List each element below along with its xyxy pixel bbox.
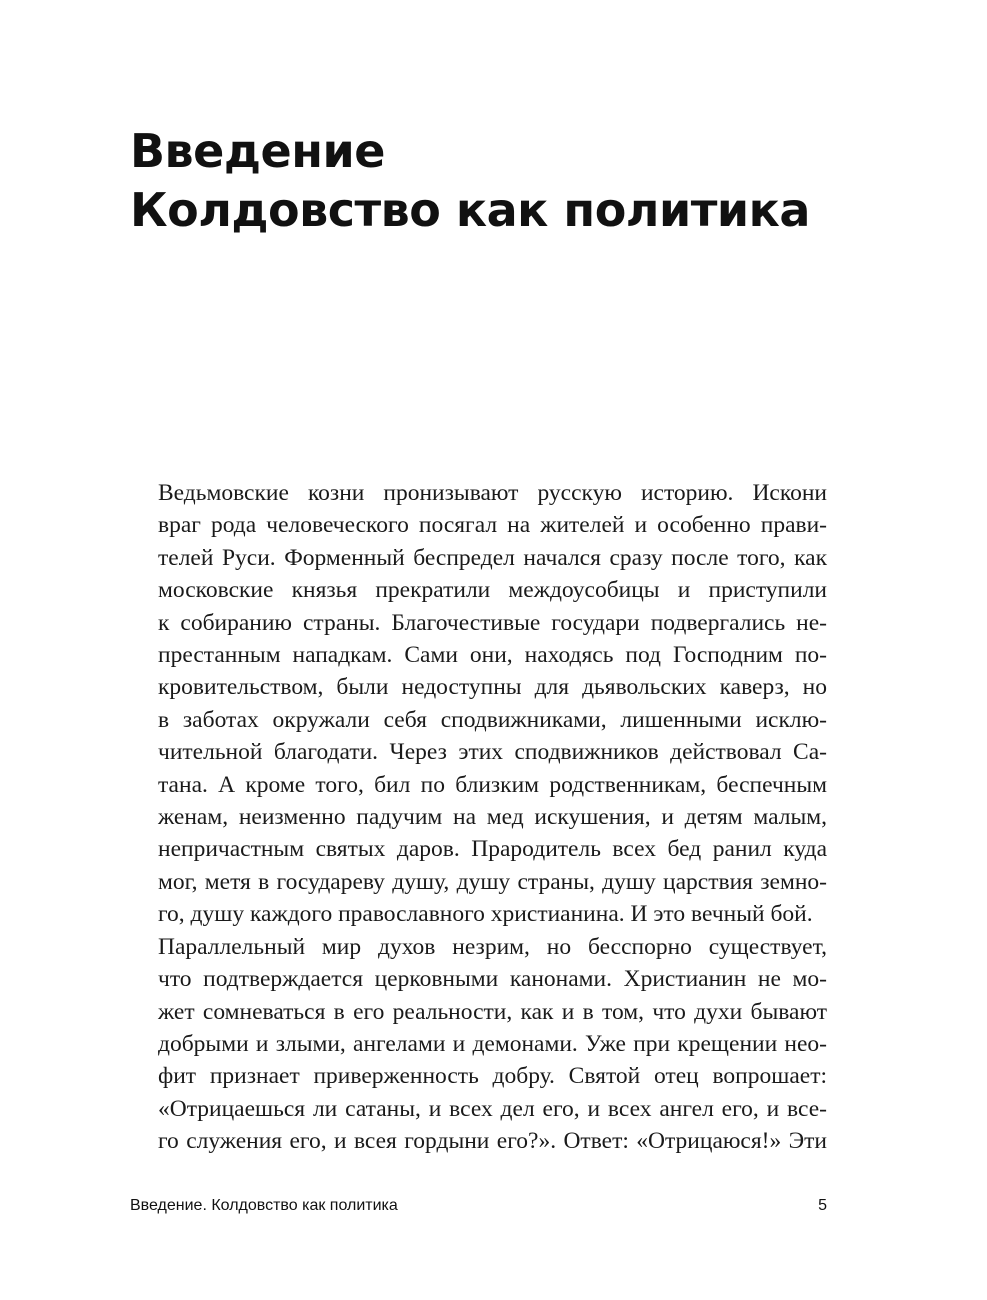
text-line: престанным нападкам. Сами они, находясь под Господним по-	[158, 642, 827, 669]
text-line: фит признает приверженность добру. Святой отец вопрошает:	[158, 1063, 827, 1090]
body-text	[130, 477, 827, 1158]
text-line: го служения его, и всея гордыни его?». Ответ: «Отрицаюся!» Эти	[158, 1128, 827, 1155]
text-line: Ведьмовские козни пронизывают русскую историю. Искони	[158, 480, 827, 506]
chapter-title	[130, 122, 810, 240]
paragraph-1	[130, 477, 827, 931]
text-line: го, душу каждого православного христианина. И это вечный бой.	[158, 901, 813, 928]
text-line: чительной благодати. Через этих сподвижников действовал Са-	[158, 739, 827, 766]
text-line: что подтверждается церковными канонами. Христианин не мо-	[158, 966, 827, 993]
text-line: «Отрицаешься ли сатаны, и всех дел его, и всех ангел его, и все-	[158, 1095, 827, 1122]
text-line: в заботах окружали себя сподвижниками, лишенными исклю-	[158, 706, 827, 733]
text-line: тана. А кроме того, бил по близким родственникам, беспечным	[158, 771, 827, 798]
text-line: Параллельный мир духов незрим, но бесспорно существует,	[158, 933, 827, 960]
text-line: мог, метя в государеву душу, душу страны, душу царствия земно-	[158, 868, 827, 895]
paragraph-2	[130, 931, 827, 1158]
text-line: к собиранию страны. Благочестивые государи подвергались не-	[158, 609, 827, 636]
text-line: враг рода человеческого посягал на жителей и особенно прави-	[158, 512, 827, 539]
text-line: телей Руси. Форменный беспредел начался сразу после того, как	[158, 544, 827, 571]
running-title: Введение. Колдовство как политика	[130, 1197, 398, 1214]
text-line: жет сомневаться в его реальности, как и в том, что духи бывают	[158, 998, 827, 1025]
page-number: 5	[818, 1197, 827, 1214]
chapter-title-line-2: Колдовство как политика	[130, 183, 810, 237]
chapter-title-line-1: Введение	[130, 124, 385, 178]
text-line: московские князья прекратили междоусобицы и приступили	[158, 577, 827, 604]
text-line: непричастным святых даров. Прародитель всех бед ранил куда	[158, 836, 827, 863]
page-footer	[130, 1196, 827, 1216]
text-line: кровительством, были недоступны для дьявольских каверз, но	[158, 674, 827, 701]
text-line: добрыми и злыми, ангелами и демонами. Уже при крещении нео-	[158, 1030, 827, 1057]
text-line: женам, неизменно падучим на мед искушения, и детям малым,	[158, 804, 827, 831]
